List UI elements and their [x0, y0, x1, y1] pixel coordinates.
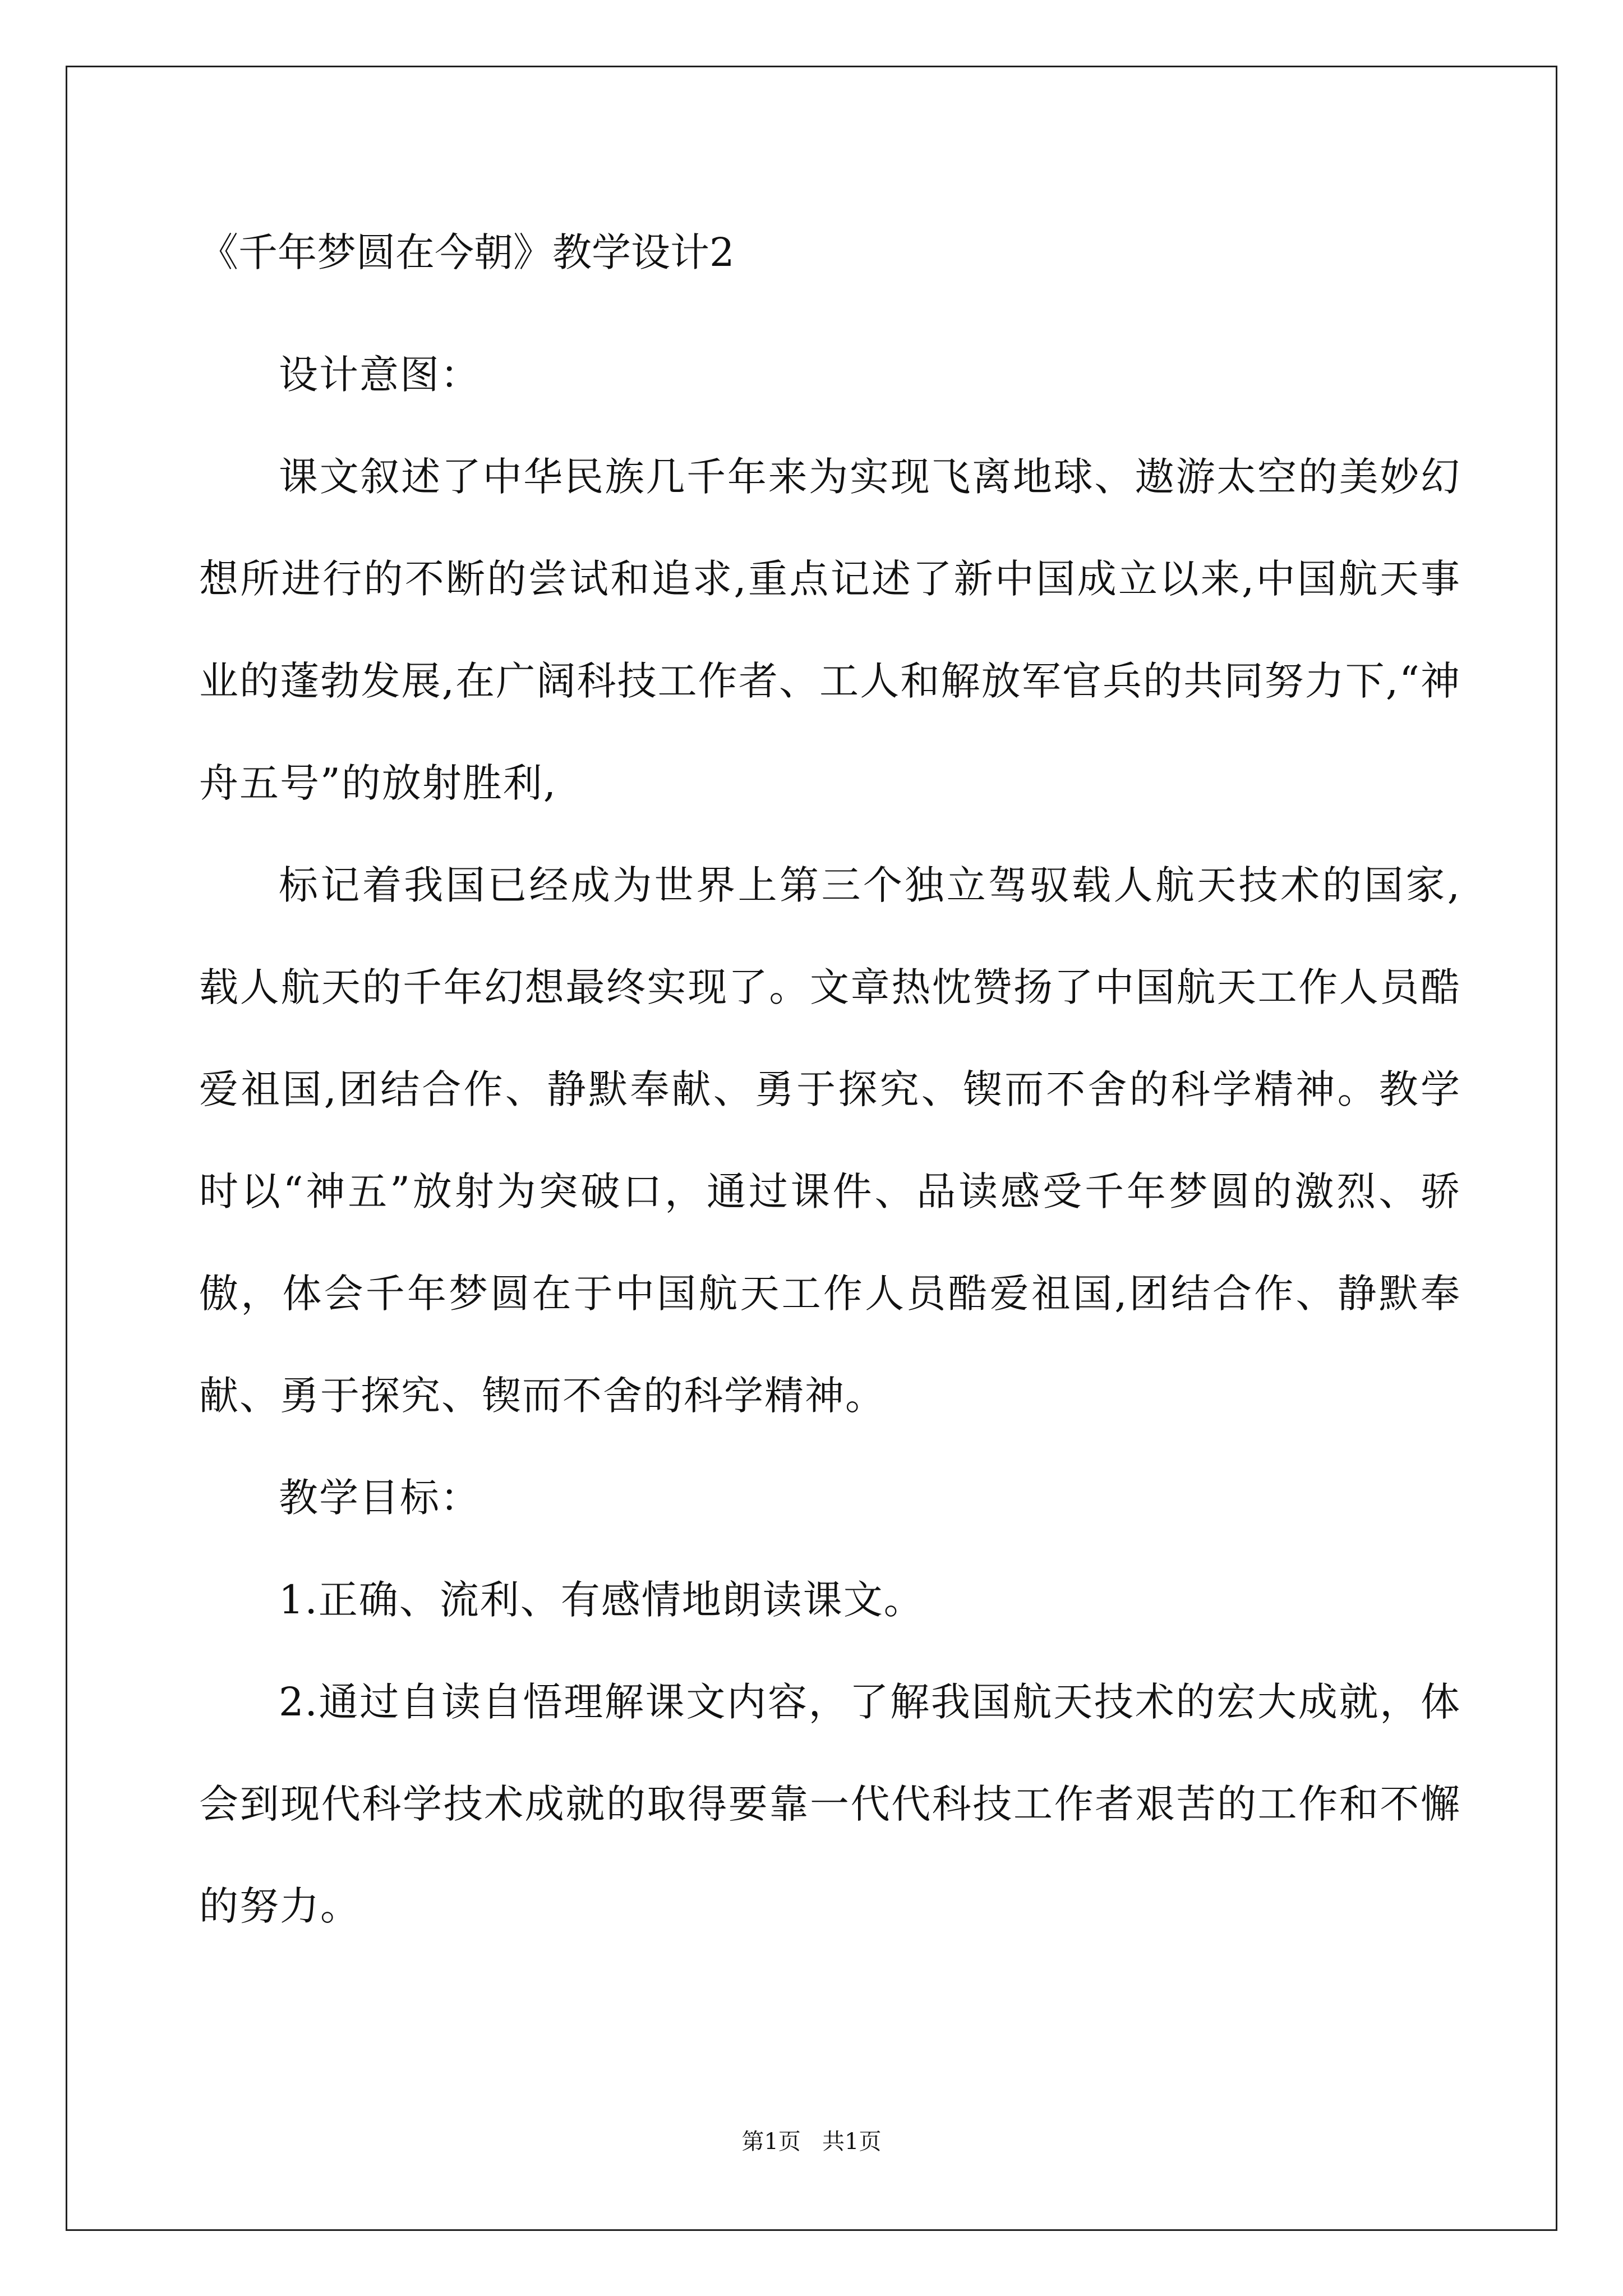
paragraph-objective-2: 2.通过自读自悟理解课文内容，了解我国航天技术的宏大成就，体会到现代科学技术成就的取得要靠一代代科技工作者艰苦的工作和不懈的努力。 [199, 1679, 1461, 1929]
paragraph-design-intent-heading: 设计意图： [279, 352, 481, 398]
document-body [199, 222, 1461, 1957]
paragraph-objective-1: 1.正确、流利、有感情地朗读课文。 [279, 1577, 924, 1623]
page-footer: 第1页 共1页 [741, 2129, 882, 2155]
paragraph-significance: 标记着我国已经成为世界上第三个独立驾驭载人航天技术的国家,载人航天的千年幻想最终实现了。文章热忱赞扬了中国航天工作人员酷爱祖国,团结合作、静默奉献、勇于探究、锲而不舍的科学精神。教学时以“神五”放射为突破口，通过课件、品读感受千年梦圆的激烈、骄傲，体会千年梦圆在于中国航天工作人员酷爱祖国,团结合作、静默奉献、勇于探究、锲而不舍的科学精神。 [199, 862, 1461, 1419]
document-title: 《千年梦圆在今朝》教学设计2 [199, 229, 735, 275]
paragraph-text-summary: 课文叙述了中华民族几千年来为实现飞离地球、遨游太空的美妙幻想所进行的不断的尝试和追求,重点记述了新中国成立以来,中国航天事业的蓬勃发展,在广阔科技工作者、工人和解放军官兵的共同努力下,“神舟五号”的放射胜利, [199, 454, 1461, 806]
paragraph-objectives-heading: 教学目标： [279, 1475, 481, 1521]
